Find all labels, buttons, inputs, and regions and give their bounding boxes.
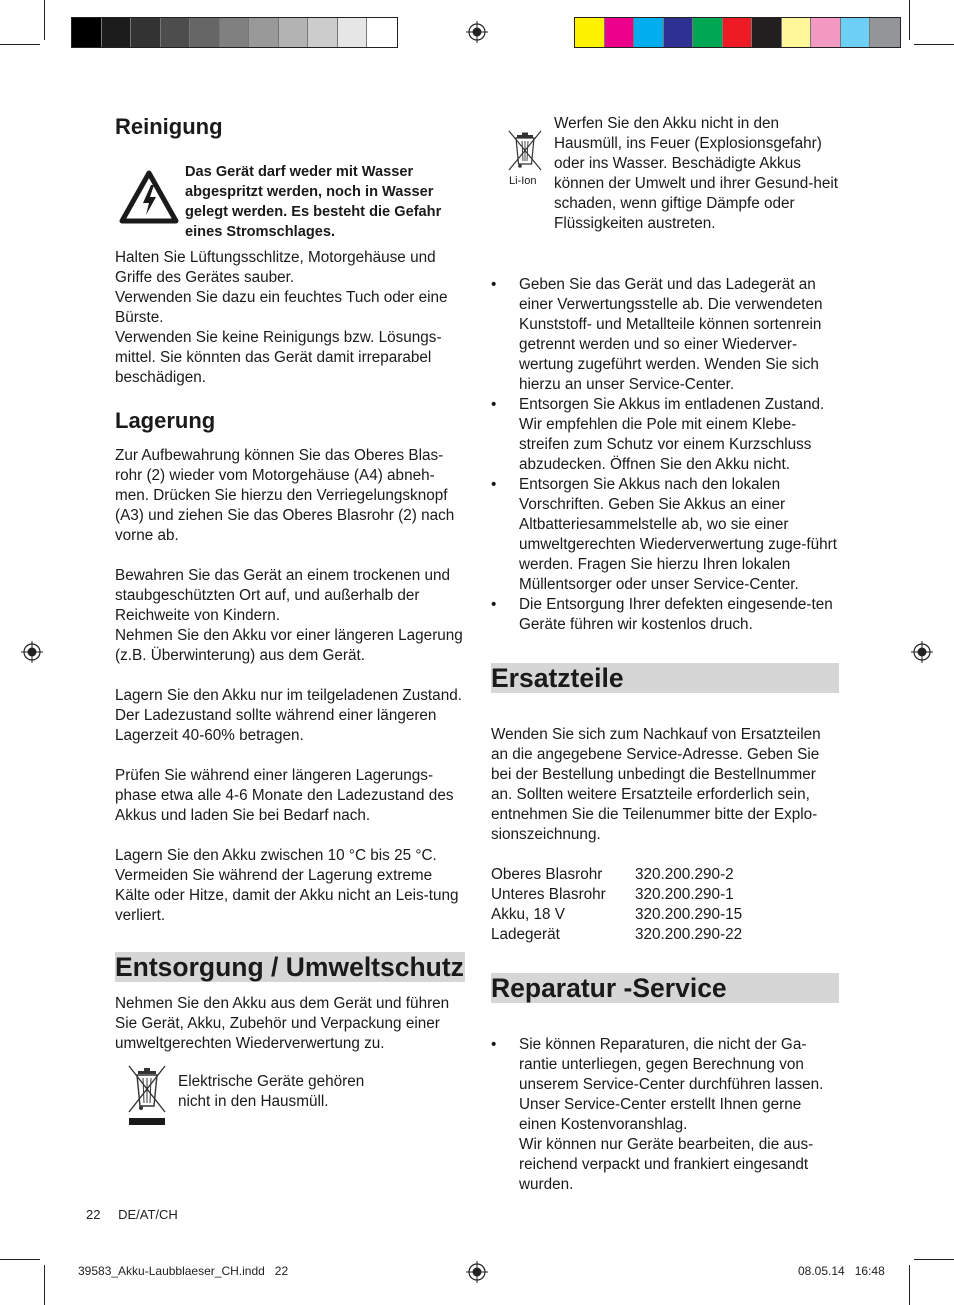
part-name: Akku, 18 V bbox=[491, 906, 565, 923]
crop-mark bbox=[914, 1259, 954, 1260]
lagerung-paragraph: Prüfen Sie während einer längeren Lagerungs-phase etwa alle 4-6 Monate den Ladezustand des Akkus und laden Sie bei Bedarf nach. bbox=[115, 767, 454, 824]
crop-mark bbox=[909, 1265, 910, 1305]
liion-text: Werfen Sie den Akku nicht in den Hausmüll, ins Feuer (Explosionsgefahr) oder ins Wasser. Beschädigte Akkus können der Umwelt und ihrer Gesund-heit schaden, wenn giftige Dämpfe oder Flüssigkeiten austreten. bbox=[554, 115, 838, 232]
color-swatch bbox=[693, 18, 723, 47]
part-number: 320.200.290-2 bbox=[635, 866, 734, 883]
crop-mark bbox=[44, 1265, 45, 1305]
lagerung-paragraph: Nehmen Sie den Akku vor einer längeren Lagerung (z.B. Überwinterung) aus dem Gerät. bbox=[115, 627, 463, 664]
part-name: Unteres Blasrohr bbox=[491, 886, 606, 903]
reinigung-paragraph: Verwenden Sie dazu ein feuchtes Tuch oder eine Bürste. bbox=[115, 289, 448, 326]
color-swatch bbox=[841, 18, 871, 47]
reinigung-heading: Reinigung bbox=[115, 114, 223, 139]
part-number: 320.200.290-1 bbox=[635, 886, 734, 903]
reparatur-bullet-list bbox=[491, 1035, 839, 1195]
reparatur-heading: Reparatur -Service bbox=[491, 973, 839, 1003]
page-number: 22 bbox=[86, 1207, 101, 1222]
table-row bbox=[491, 925, 742, 945]
entsorgung-paragraph: Nehmen Sie den Akku aus dem Gerät und führen Sie Gerät, Akku, Zubehör und Verpackung einer umweltgerechten Wiederverwertung zu. bbox=[115, 995, 450, 1052]
lagerung-paragraph: Bewahren Sie das Gerät an einem trockenen und staubgeschützten Ort auf, und außerhalb der Reichweite von Kindern. bbox=[115, 567, 451, 624]
registration-mark-icon bbox=[466, 1261, 488, 1283]
cmyk-color-bar bbox=[574, 17, 901, 48]
part-number: 320.200.290-22 bbox=[635, 926, 743, 943]
color-swatch bbox=[102, 18, 132, 47]
color-swatch bbox=[190, 18, 220, 47]
list-item: • Entsorgen Sie Akkus im entladenen Zustand. Wir empfehlen die Pole mit einem Klebe-streifen zum Schutz vor einem Kurzschluss abzudecken. Öffnen Sie den Akku nicht. bbox=[491, 395, 839, 475]
parts-table bbox=[491, 865, 742, 945]
weee-text: Elektrische Geräte gehören bbox=[178, 1073, 365, 1090]
color-swatch bbox=[161, 18, 191, 47]
warning-text: Das Gerät darf weder mit Wasser abgespritzt werden, noch in Wasser gelegt werden. Es besteht die Gefahr eines Stromschlages. bbox=[185, 164, 442, 240]
crop-mark bbox=[0, 44, 40, 45]
disposal-bullet-list bbox=[491, 275, 839, 635]
part-name: Oberes Blasrohr bbox=[491, 866, 603, 883]
color-swatch bbox=[605, 18, 635, 47]
ersatzteile-heading: Ersatzteile bbox=[491, 663, 839, 693]
color-swatch bbox=[367, 18, 397, 47]
entsorgung-heading: Entsorgung / Umweltschutz bbox=[115, 952, 464, 982]
color-swatch bbox=[782, 18, 812, 47]
lagerung-paragraph: Lagern Sie den Akku nur im teilgeladenen Zustand. Der Ladezustand sollte während einer längeren Lagerzeit 40-60% betragen. bbox=[115, 687, 462, 744]
color-swatch bbox=[279, 18, 309, 47]
file-name: 39583_Akku-Laubblaeser_CH.indd 22 bbox=[78, 1264, 289, 1278]
warning-block bbox=[115, 162, 465, 242]
color-swatch bbox=[131, 18, 161, 47]
page-footer bbox=[86, 1207, 178, 1222]
registration-mark-icon bbox=[466, 21, 488, 43]
lagerung-heading: Lagerung bbox=[115, 408, 216, 433]
color-swatch bbox=[752, 18, 782, 47]
liion-block bbox=[491, 114, 839, 242]
weee-text: nicht in den Hausmüll. bbox=[178, 1093, 329, 1110]
reinigung-paragraph: Halten Sie Lüftungsschlitze, Motorgehäuse und Griffe des Gerätes sauber. bbox=[115, 249, 436, 286]
crop-mark bbox=[0, 1259, 40, 1260]
crossed-out-battery-bin-icon bbox=[507, 130, 543, 174]
lagerung-paragraph: Zur Aufbewahrung können Sie das Oberes Blas-rohr (2) wieder vom Motorgehäuse (A4) abneh-men. Drücken Sie hierzu den Verriegelungsknopf (A3) und ziehen Sie das Oberes Blasrohr (2) nach vorne ab. bbox=[115, 447, 455, 544]
liion-label: Li-Ion bbox=[509, 175, 537, 187]
electric-hazard-warning-icon bbox=[119, 170, 179, 224]
color-swatch bbox=[811, 18, 841, 47]
right-column bbox=[491, 114, 839, 1195]
color-swatch bbox=[249, 18, 279, 47]
reinigung-paragraph: Verwenden Sie keine Reinigungs bzw. Lösungs-mittel. Sie könnten das Gerät damit irreparabel beschädigen. bbox=[115, 329, 442, 386]
color-swatch bbox=[575, 18, 605, 47]
color-swatch bbox=[723, 18, 753, 47]
color-swatch bbox=[664, 18, 694, 47]
ersatzteile-paragraph: Wenden Sie sich zum Nachkauf von Ersatzteilen an die angegebene Service-Adresse. Geben Sie bei der Bestellung unbedingt die Bestellnummer an. Sollten weitere Ersatzteile erforderlich sein, entnehmen Sie die Teilenummer bitte der Explo-sionszeichnung. bbox=[491, 726, 821, 843]
color-swatch bbox=[72, 18, 102, 47]
table-row bbox=[491, 865, 742, 885]
registration-mark-icon bbox=[21, 641, 43, 663]
color-swatch bbox=[308, 18, 338, 47]
gray-color-bar bbox=[71, 17, 398, 48]
reparatur-text: Wir können nur Geräte bearbeiten, die aus-reichend verpackt und frankiert eingesandt wurden. bbox=[519, 1136, 814, 1193]
list-item: • Geben Sie das Gerät und das Ladegerät an einer Verwertungsstelle ab. Die verwendeten Kunststoff- und Metallteile können sortenrein getrennt werden und so einer Wiederver-wertung zugeführt werden. Wenden Sie sich hierzu an unser Service-Center. bbox=[491, 275, 839, 395]
part-name: Ladegerät bbox=[491, 926, 560, 943]
list-item: • Die Entsorgung Ihrer defekten eingesende-ten Geräte führen wir kostenlos druch. bbox=[491, 595, 839, 635]
list-item bbox=[491, 1035, 839, 1195]
color-swatch bbox=[870, 18, 900, 47]
color-swatch bbox=[338, 18, 368, 47]
part-number: 320.200.290-15 bbox=[635, 906, 743, 923]
crop-mark bbox=[914, 44, 954, 45]
print-date: 08.05.14 16:48 bbox=[798, 1264, 885, 1278]
reparatur-text: Sie können Reparaturen, die nicht der Ga-rantie unterliegen, gegen Berechnung von unserem Service-Center durchführen lassen. Unser Service-Center erstellt Ihnen gerne einen Kostenvoranshlag. bbox=[519, 1036, 824, 1133]
list-item: • Entsorgen Sie Akkus nach den lokalen Vorschriften. Geben Sie Akkus an einer Altbatteriesammelstelle ab, wo sie einer umweltgerechten Wiederverwertung zuge-führt werden. Fragen Sie hierzu Ihren lokalen Müllentsorger oder unser Service-Center. bbox=[491, 475, 839, 595]
table-row bbox=[491, 905, 742, 925]
weee-block bbox=[115, 1064, 465, 1134]
lagerung-paragraph: Lagern Sie den Akku zwischen 10 °C bis 25 °C. Vermeiden Sie während der Lagerung extreme Kälte oder Hitze, damit der Akku nicht an Leis-tung verliert. bbox=[115, 847, 459, 924]
crop-mark bbox=[909, 0, 910, 40]
table-row bbox=[491, 885, 742, 905]
color-swatch bbox=[634, 18, 664, 47]
registration-mark-icon bbox=[911, 641, 933, 663]
left-column bbox=[115, 114, 465, 1134]
crossed-out-bin-icon bbox=[127, 1064, 167, 1126]
region-label: DE/AT/CH bbox=[118, 1207, 178, 1222]
color-swatch bbox=[220, 18, 250, 47]
crop-mark bbox=[44, 0, 45, 40]
